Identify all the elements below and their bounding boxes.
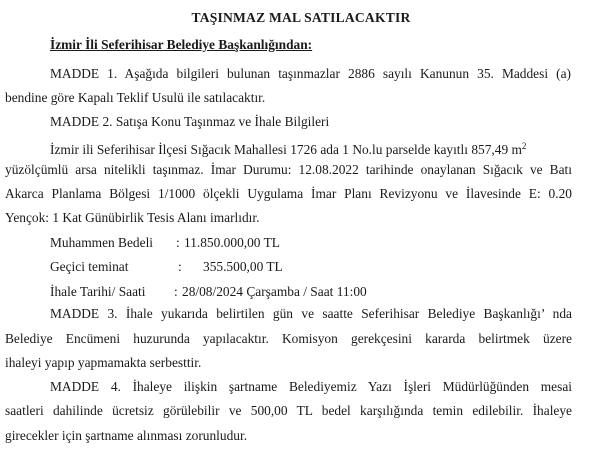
madde2-line1: [50, 138, 572, 158]
madde3-line3: ihaleyi yapıp yapmamakta serbesttir.: [5, 355, 202, 370]
detail-value: 28/08/2024 Çarşamba / Saat 11:00: [182, 284, 367, 299]
detail-separator: :: [178, 259, 182, 274]
madde3-line1: MADDE 3. İhale yukarıda belirtilen gün ve saatte Seferihisar Belediye Başkanlığı’ nda: [50, 306, 572, 321]
issuer-subtitle: İzmir İli Seferihisar Belediye Başkanlığından:: [50, 37, 313, 52]
madde2-line1-text: İzmir ili Seferihisar İlçesi Sığacık Mahallesi 1726 ada 1 No.lu parselde kayıtlı 857,49 m: [50, 142, 522, 157]
madde2-line2: yüzölçümlü arsa nitelikli taşınmaz. İmar Durumu: 12.08.2022 tarihinde onaylanan Sığacık ve Batı: [5, 162, 572, 177]
square-meter-superscript: 2: [521, 141, 527, 151]
detail-label: Geçici teminat: [50, 259, 129, 274]
madde1-line1: MADDE 1. Aşağıda bilgileri bulunan taşınmazlar 2886 sayılı Kanunun 35. Maddesi (a): [50, 66, 571, 81]
detail-label: İhale Tarihi/ Saati: [50, 284, 146, 299]
madde3-line2: Belediye Encümeni huzurunda yapılacaktır. Komisyon gerekçesini kararda belirtmek üzere: [5, 331, 572, 346]
detail-value: 355.500,00 TL: [203, 259, 283, 274]
detail-value: 11.850.000,00 TL: [184, 235, 280, 250]
detail-separator: :: [174, 284, 178, 299]
madde2-heading: MADDE 2. Satışa Konu Taşınmaz ve İhale Bilgileri: [50, 114, 330, 129]
detail-separator: :: [176, 235, 180, 250]
madde4-line3: girecekler için şartname alınması zorunludur.: [5, 428, 248, 443]
madde4-line2: saatleri dahilinde ücretsiz görülebilir ve 500,00 TL bedel karşılığında temin edilebilir. İhaleye: [5, 403, 572, 418]
madde1-line2: bendine göre Kapalı Teklif Usulü ile satılacaktır.: [5, 90, 266, 105]
document-title: TAŞINMAZ MAL SATILACAKTIR: [191, 10, 411, 25]
madde4-line1: MADDE 4. İhaleye ilişkin şartname Belediyemiz Yazı İşleri Müdürlüğünden mesai: [50, 379, 572, 394]
madde2-line3: Akarca Planlama Bölgesi 1/1000 ölçekli Uygulama İmar Planı Revizyonu ve İlavesinde E: 0.20: [5, 186, 572, 201]
detail-label: Muhammen Bedeli: [50, 235, 154, 250]
madde2-line4: Yençok: 1 Kat Günübirlik Tesis Alanı imarlıdır.: [5, 210, 260, 225]
